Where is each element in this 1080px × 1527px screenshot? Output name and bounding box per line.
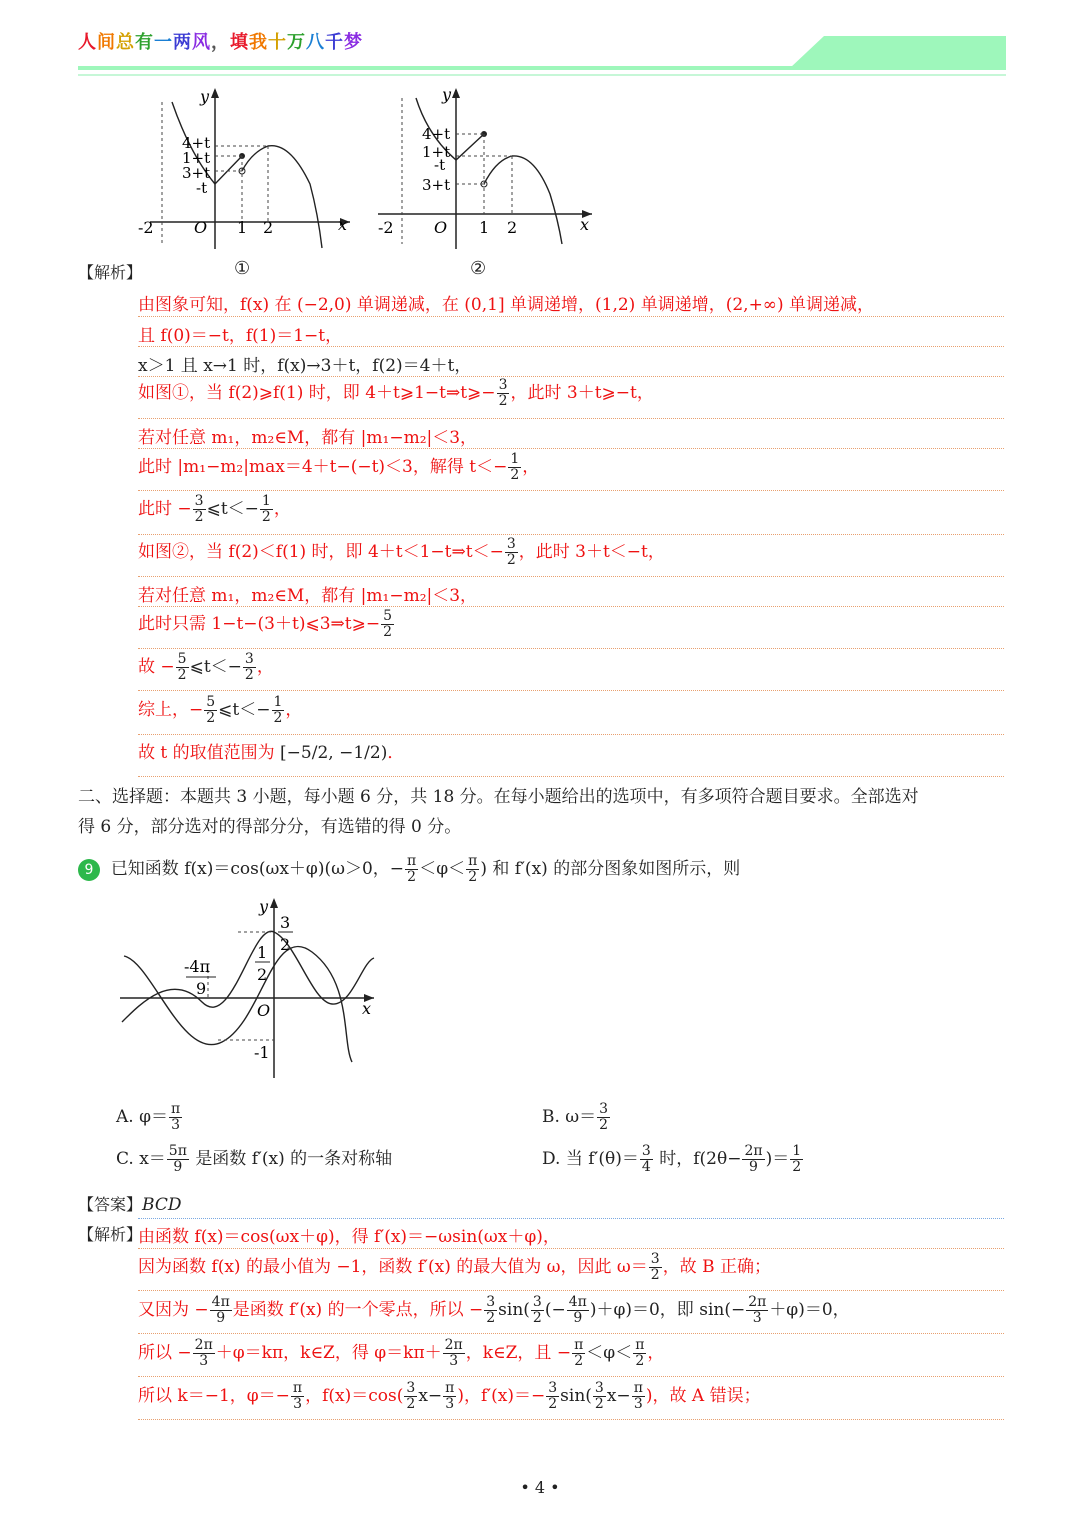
divider [138, 1248, 1004, 1249]
tick-label: 2 [263, 218, 274, 237]
slogan-char: 十 [268, 32, 287, 53]
tick-label: 4+t [422, 125, 451, 143]
question-9-stem: 9 已知函数 f(x)＝cos(ωx＋φ)(ω＞0，− $\frac{\pi}{2}$ ＜φ＜ $\frac{\pi}{2}$ ) 和 f′(x) 的部分图象如图所示，则 [78, 854, 740, 885]
divider [138, 1333, 1004, 1334]
solution-line: 且 f(0)＝−t，f(1)＝1−t， [138, 326, 343, 346]
divider [138, 376, 1004, 377]
option-c[interactable]: C. x＝ $\frac{5\pi}{9}$ 是函数 f′(x) 的一条对称轴 [116, 1143, 393, 1175]
tick-label: 1+t [182, 149, 211, 167]
tick-label: 1+t [422, 143, 451, 161]
solution-line: 由函数 f(x)＝cos(ωx＋φ)，得 f′(x)＝−ωsin(ωx＋φ)， [138, 1227, 560, 1247]
graph-1-caption: ① [234, 258, 251, 279]
tick-label: 1 [257, 943, 268, 962]
solution-line: 综上，− $\frac{5}{2}$ ⩽t＜− $\frac{1}{2}$ ， [138, 694, 303, 726]
divider [138, 1218, 1004, 1219]
y-label: y [200, 87, 210, 106]
divider [138, 776, 1004, 777]
tick-label: 1 [479, 218, 490, 237]
divider [138, 690, 1004, 691]
slogan-char: 有 [135, 32, 154, 53]
analysis-label: 【解析】 [78, 1225, 143, 1244]
tick-label: -1 [254, 1043, 270, 1062]
slogan-char: 两 [173, 32, 192, 53]
solution-line: 此时 |m₁−m₂|max＝4＋t−(−t)＜3，解得 t＜− $\frac{1}{2}$ ， [138, 451, 540, 483]
divider [138, 418, 1004, 419]
solution-line: 所以 − $\frac{2\pi}{3}$ ＋φ＝kπ，k∈Z，得 φ＝kπ＋ $\frac{2\pi}{3}$ ，k∈Z，且 − $\frac{\pi}{2}$ ＜φ＜ $\frac{\pi}{2}$ ， [138, 1337, 665, 1369]
solution-line: x＞1 且 x→1 时，f(x)→3＋t，f(2)＝4＋t， [138, 356, 472, 376]
solution-line: 如图①，当 f(2)⩾f(1) 时，即 4＋t⩾1−t⇒t⩾− $\frac{3}{2}$ ，此时 3＋t⩾−t， [138, 377, 654, 409]
divider [138, 1290, 1004, 1291]
question-number-badge: 9 [78, 859, 100, 881]
analysis-label: 【解析】 [78, 263, 143, 282]
header-line [78, 74, 1006, 76]
solution-line: 此时只需 1−t−(3＋t)⩽3⇒t⩾− $\frac{5}{2}$ [138, 608, 392, 640]
tick-label: 2 [280, 935, 291, 954]
origin-label: O [257, 1001, 271, 1020]
y-label: y [442, 85, 452, 104]
option-b[interactable]: B. ω＝ $\frac{3}{2}$ [542, 1101, 609, 1133]
divider [138, 490, 1004, 491]
tick-label: 9 [196, 979, 207, 998]
divider [138, 346, 1004, 347]
slogan-char: ， [211, 32, 230, 53]
x-label: x [338, 215, 348, 234]
solution-line: 故 t 的取值范围为 [−5/2, −1/2)． [138, 743, 405, 763]
tick-label: 4+t [182, 134, 211, 152]
divider [138, 734, 1004, 735]
divider [138, 1419, 1004, 1420]
tick-label: -2 [138, 218, 154, 237]
slogan-char: 万 [287, 32, 306, 53]
slogan-char: 一 [154, 32, 173, 53]
tick-label: 3+t [422, 176, 451, 194]
solution-line: 又因为 − $\frac{4\pi}{9}$ 是函数 f′(x) 的一个零点，所以 − $\frac{3}{2}$ sin( $\frac{3}{2}$ (− $\frac{4\pi}{9}$ )＋φ)＝0，即 sin(− $\frac{2\pi}{3}$ ＋φ)＝0， [138, 1294, 850, 1326]
page-number: • 4 • [520, 1478, 560, 1497]
graph-2 [370, 84, 600, 254]
x-label: x [362, 999, 372, 1018]
divider [138, 606, 1004, 607]
solution-line: 如图②，当 f(2)＜f(1) 时，即 4＋t＜1−t⇒t＜− $\frac{3}{2}$ ，此时 3＋t＜−t， [138, 536, 665, 568]
solution-line: 若对任意 m₁，m₂∈M，都有 |m₁−m₂|＜3， [138, 428, 478, 448]
divider [138, 534, 1004, 535]
tick-label: 2 [257, 965, 268, 984]
slogan-char: 人 [78, 32, 97, 53]
tick-label: 2 [507, 218, 518, 237]
solution-line: 因为函数 f(x) 的最小值为 −1，函数 f′(x) 的最大值为 ω，因此 ω＝ $\frac{3}{2}$ ，故 B 正确； [138, 1251, 771, 1283]
solution-line: 由图象可知，f(x) 在 (−2,0) 单调递减，在 (0,1] 单调递增，(1,2) 单调递增，(2,+∞) 单调递减， [138, 295, 875, 315]
option-a[interactable]: A. φ＝ $\frac{\pi}{3}$ [116, 1101, 181, 1133]
section-heading-cont: 得 6 分，部分选对的得部分分，有选错的得 0 分。 [78, 817, 462, 837]
graph-2-caption: ② [470, 258, 487, 279]
question-9-graph [112, 892, 382, 1082]
x-label: x [580, 215, 590, 234]
tick-label: O [434, 218, 448, 237]
slogan-char: 千 [325, 32, 344, 53]
header-tab-shape [790, 36, 1006, 68]
tick-label: -t [434, 156, 446, 174]
answer-value: BCD [142, 1195, 182, 1215]
solution-line: 所以 k＝−1，φ＝− $\frac{\pi}{3}$ ，f(x)＝cos( $\frac{3}{2}$ x− $\frac{\pi}{3}$ )，f′(x)＝− $\frac{3}{2}$ sin( $\frac{3}{2}$ x− $\frac{\pi}{3}$ )，故 A 错误； [138, 1380, 761, 1412]
tick-label: -t [196, 179, 208, 197]
answer-row: 【答案】BCD [78, 1195, 182, 1215]
header-band [78, 66, 1006, 70]
graph-1 [130, 84, 360, 254]
divider [138, 448, 1004, 449]
slogan-char: 风 [192, 32, 211, 53]
tick-label: 3+t [182, 164, 211, 182]
slogan-char: 填 [230, 32, 249, 53]
section-heading: 二、选择题：本题共 3 小题，每小题 6 分，共 18 分。在每小题给出的选项中，有多项符合题目要求。全部选对 [78, 787, 919, 807]
tick-label: 3 [280, 913, 291, 932]
range-result: [−5/2, −1/2) [280, 743, 388, 763]
divider [138, 1376, 1004, 1377]
solution-line: 此时 − $\frac{3}{2}$ ⩽t＜− $\frac{1}{2}$ ， [138, 493, 291, 525]
divider [138, 648, 1004, 649]
header-slogan [78, 28, 363, 54]
divider [138, 316, 1004, 317]
slogan-char: 间 [97, 32, 116, 53]
tick-label: O [194, 218, 208, 237]
tick-label: -2 [378, 218, 394, 237]
option-d[interactable]: D. 当 f′(θ)＝ $\frac{3}{4}$ 时，f(2θ− $\frac{2\pi}{9}$ )＝ $\frac{1}{2}$ [542, 1143, 802, 1175]
tick-label: -4π [184, 957, 211, 976]
y-label: y [259, 897, 269, 916]
slogan-char: 总 [116, 32, 135, 53]
slogan-char: 八 [306, 32, 325, 53]
slogan-char: 我 [249, 32, 268, 53]
solution-line: 故 − $\frac{5}{2}$ ⩽t＜− $\frac{3}{2}$ ， [138, 651, 274, 683]
slogan-char: 梦 [344, 32, 363, 53]
solution-line: 若对任意 m₁，m₂∈M，都有 |m₁−m₂|＜3， [138, 586, 478, 606]
tick-label: 1 [237, 218, 248, 237]
divider [138, 576, 1004, 577]
